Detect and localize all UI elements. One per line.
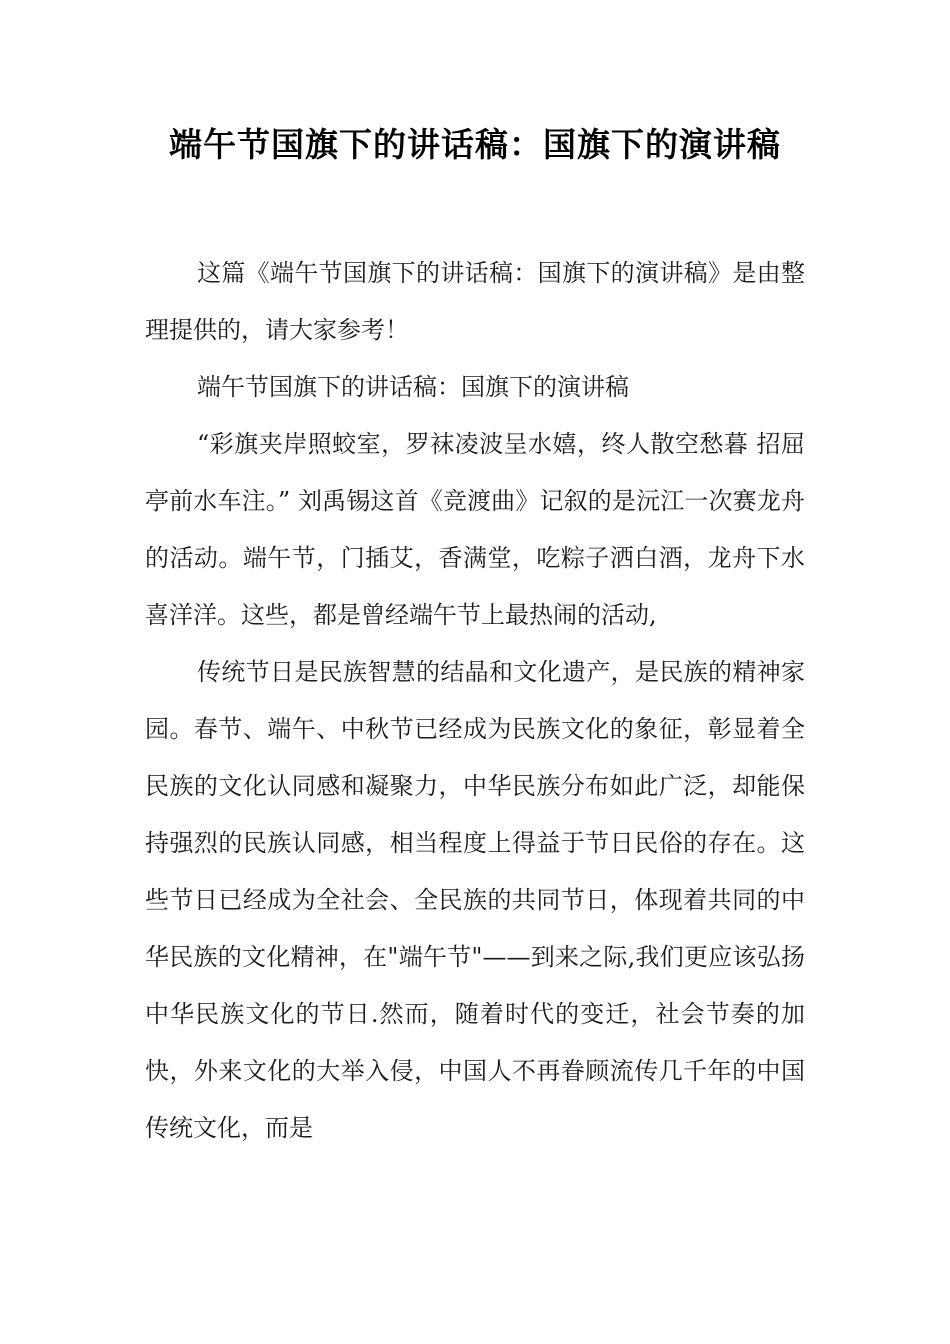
paragraph-poem: “彩旗夹岸照蛟室，罗袜凌波呈水嬉，终人散空愁暮 招屈亭前水车注。” 刘禹锡这首《竞渡曲》记叙的是沅江一次赛龙舟的活动。端午节，门插艾，香满堂，吃粽子洒白酒，龙舟下水喜洋洋。这些，都是曾经端午节上最热闹的活动,: [145, 430, 805, 629]
document-body: [145, 245, 805, 1157]
paragraph-tradition: 传统节日是民族智慧的结晶和文化遗产，是民族的精神家园。春节、端午、中秋节已经成为民族文化的象征，彰显着全民族的文化认同感和凝聚力，中华民族分布如此广泛，却能保持强烈的民族认同感，相当程度上得益于节日民俗的存在。这些节日已经成为全社会、全民族的共同节日，体现着共同的中华民族的文化精神，在"端午节"——到来之际,我们更应该弘扬中华民族文化的节日.然而，随着时代的变迁，社会节奏的加快，外来文化的大举入侵，中国人不再眷顾流传几千年的中国传统文化，而是: [145, 658, 805, 1142]
paragraph-intro: 这篇《端午节国旗下的讲话稿：国旗下的演讲稿》是由整理提供的，请大家参考！: [145, 259, 805, 344]
document-title: 端午节国旗下的讲话稿：国旗下的演讲稿: [169, 125, 781, 164]
paragraph-subtitle: 端午节国旗下的讲话稿：国旗下的演讲稿: [197, 373, 629, 401]
